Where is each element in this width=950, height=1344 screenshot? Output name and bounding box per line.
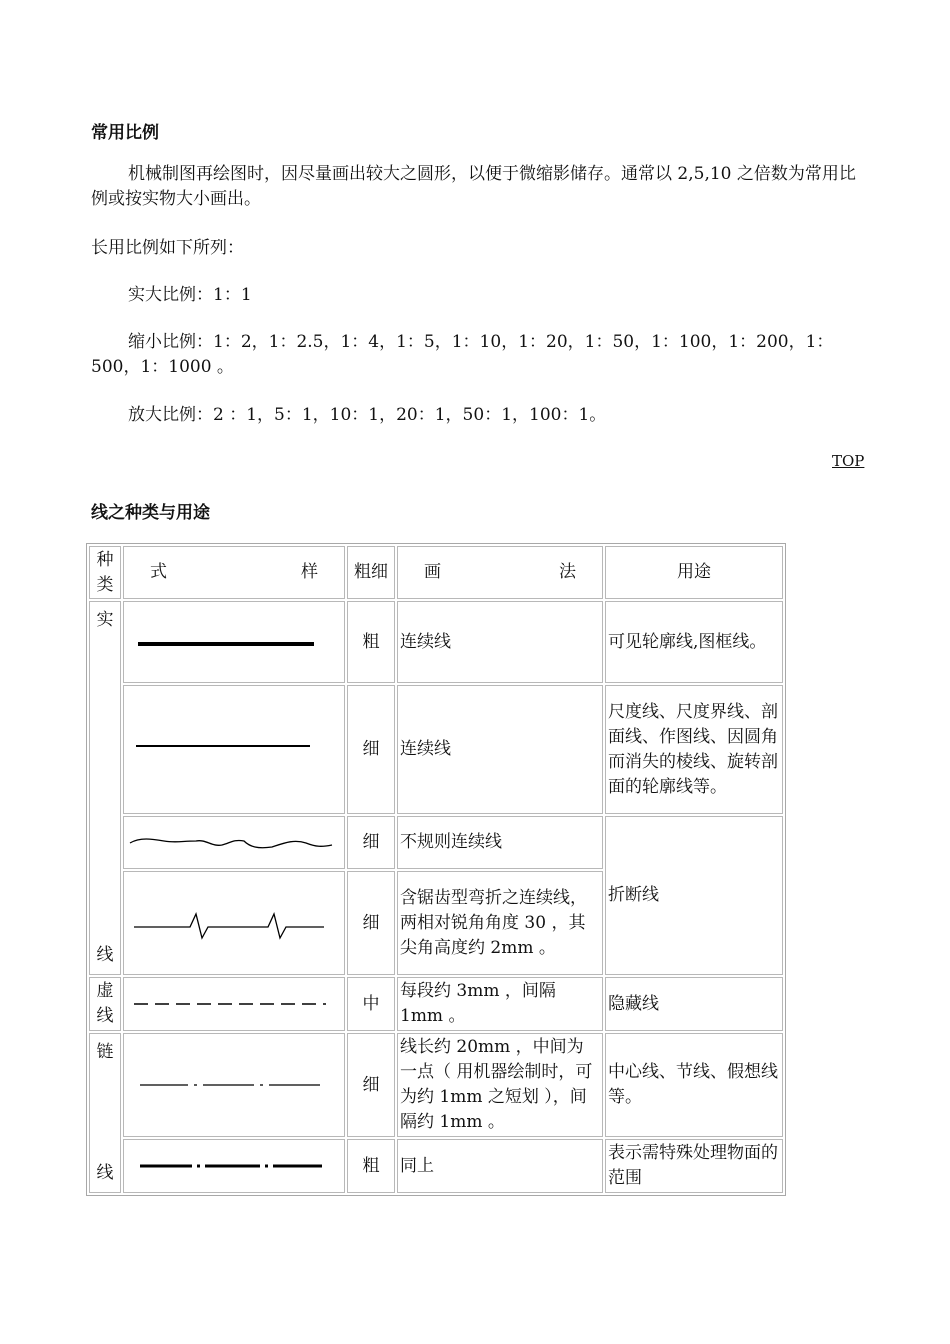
sample-dashed-line (123, 977, 345, 1031)
header-kind: 种 类 (89, 546, 121, 599)
sample-irregular-line (123, 816, 345, 869)
table-row: 实 线 粗 连续线 可见轮廓线,图框线。 (89, 601, 783, 683)
group-dashed-line: 虚 线 (89, 977, 121, 1031)
top-link[interactable]: TOP (832, 452, 865, 470)
scale-enlarge: 放大比例：2 ：1，5：1，10：1，20：1，50：1，100：1。 (128, 405, 607, 425)
scale-intro: 机械制图再绘图时，因尽量画出较大之圆形，以便于微缩影储存。通常以 2,5,10 之倍数为常用比例或按实物大小画出。 (91, 164, 856, 209)
scale-actual: 实大比例：1：1 (128, 285, 252, 305)
sample-thin-chain-line (123, 1033, 345, 1137)
table-row: 细 含锯齿型弯折之连续线，两相对锐角角度 30 ，其尖角高度约 2mm 。 (89, 871, 783, 975)
section-title-scale: 常用比例 (91, 123, 159, 143)
scale-list-title: 长用比例如下所列： (91, 238, 244, 258)
table-row: 细 连续线 尺度线、尺度界线、剖面线、作图线、因圆角而消失的棱线、旋转剖面的轮廓线等。 (89, 685, 783, 814)
sample-zigzag-break-line (123, 871, 345, 975)
table-row: 粗 同上 表示需特殊处理物面的范围 (89, 1139, 783, 1193)
sample-thin-continuous (123, 685, 345, 814)
section-title-lines: 线之种类与用途 (91, 503, 210, 523)
table-row: 细 不规则连续线 折断线 (89, 816, 783, 869)
group-chain-line: 链 线 (89, 1033, 121, 1193)
line-types-table (86, 543, 786, 1196)
header-sample: 式 样 (123, 546, 345, 599)
table-row: 链 线 细 线长约 20mm ，中间为一点（ 用机器绘制时，可为约 1mm 之短划 ），间隔约 1mm 。 中心线、节线、假想线等。 (89, 1033, 783, 1137)
table-row: 虚 线 中 每段约 3mm ，间隔 1mm 。 隐藏线 (89, 977, 783, 1031)
table-header-row (89, 546, 783, 599)
header-method: 画 法 (397, 546, 603, 599)
group-solid-line: 实 线 (89, 601, 121, 975)
sample-thick-chain-line (123, 1139, 345, 1193)
scale-reduce: 缩小比例：1：2，1：2.5，1：4，1：5，1：10，1：20，1：50，1：100，1：200，1：500，1：1000 。 (91, 332, 834, 377)
sample-thick-continuous (123, 601, 345, 683)
header-usage: 用途 (605, 546, 783, 599)
header-thickness: 粗细 (347, 546, 395, 599)
